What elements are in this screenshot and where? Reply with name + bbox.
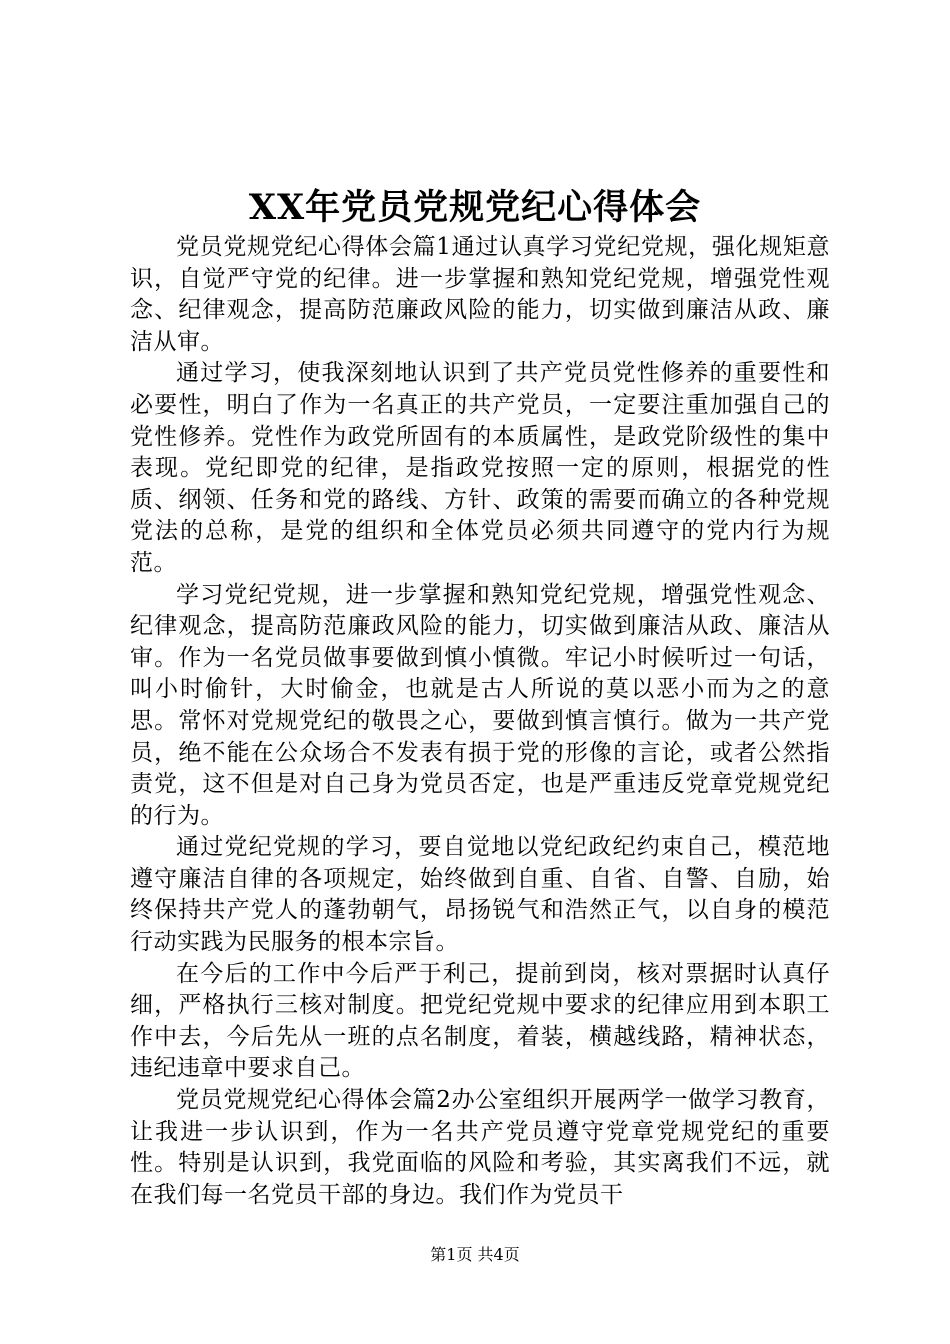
paragraph: 党员党规党纪心得体会篇1通过认真学习党纪党规，强化规矩意识，自觉严守党的纪律。进一步掌握和熟知党纪党规，增强党性观念、纪律观念，提高防范廉政风险的能力，切实做到廉洁从政、廉洁从审。 xyxy=(130,234,830,355)
paragraph: 党员党规党纪心得体会篇2办公室组织开展两学一做学习教育，让我进一步认识到，作为一名共产党员遵守党章党规党纪的重要性。特别是认识到，我党面临的风险和考验，其实离我们不远，就在我们每一名党员干部的身边。我们作为党员干 xyxy=(130,1087,830,1208)
page-footer: 第1页 共4页 xyxy=(430,1245,520,1264)
paragraph: 在今后的工作中今后严于利己，提前到岗，核对票据时认真仔细，严格执行三核对制度。把党纪党规中要求的纪律应用到本职工作中去，今后先从一班的点名制度，着装，横越线路，精神状态，违纪违章中要求自己。 xyxy=(130,960,830,1082)
paragraph: 通过党纪党规的学习，要自觉地以党纪政纪约束自己，模范地遵守廉洁自律的各项规定，始终做到自重、自省、自警、自励，始终保持共产党人的蓬勃朝气，昂扬锐气和浩然正气，以自身的模范行动实践为民服务的根本宗旨。 xyxy=(130,834,830,956)
document-title: XX年党员党规党纪心得体会 xyxy=(248,187,702,228)
paragraph: 学习党纪党规，进一步掌握和熟知党纪党规，增强党性观念、纪律观念，提高防范廉政风险的能力，切实做到廉洁从政、廉洁从审。作为一名党员做事要做到慎小慎微。牢记小时候听过一句话，叫小时偷针，大时偷金，也就是古人所说的莫以恶小而为之的意思。常怀对党规党纪的敬畏之心，要做到慎言慎行。做为一共产党员，绝不能在公众场合不发表有损于党的形像的言论，或者公然指责党，这不但是对自己身为党员否定，也是严重违反党章党规党纪的行为。 xyxy=(130,581,830,829)
document-body xyxy=(130,232,830,1211)
paragraph: 通过学习，使我深刻地认识到了共产党员党性修养的重要性和必要性，明白了作为一名真正的共产党员，一定要注重加强自己的党性修养。党性作为政党所固有的本质属性，是政党阶级性的集中表现。党纪即党的纪律，是指政党按照一定的原则，根据党的性质、纲领、任务和党的路线、方针、政策的需要而确立的各种党规党法的总称，是党的组织和全体党员必须共同遵守的党内行为规范。 xyxy=(130,360,830,576)
